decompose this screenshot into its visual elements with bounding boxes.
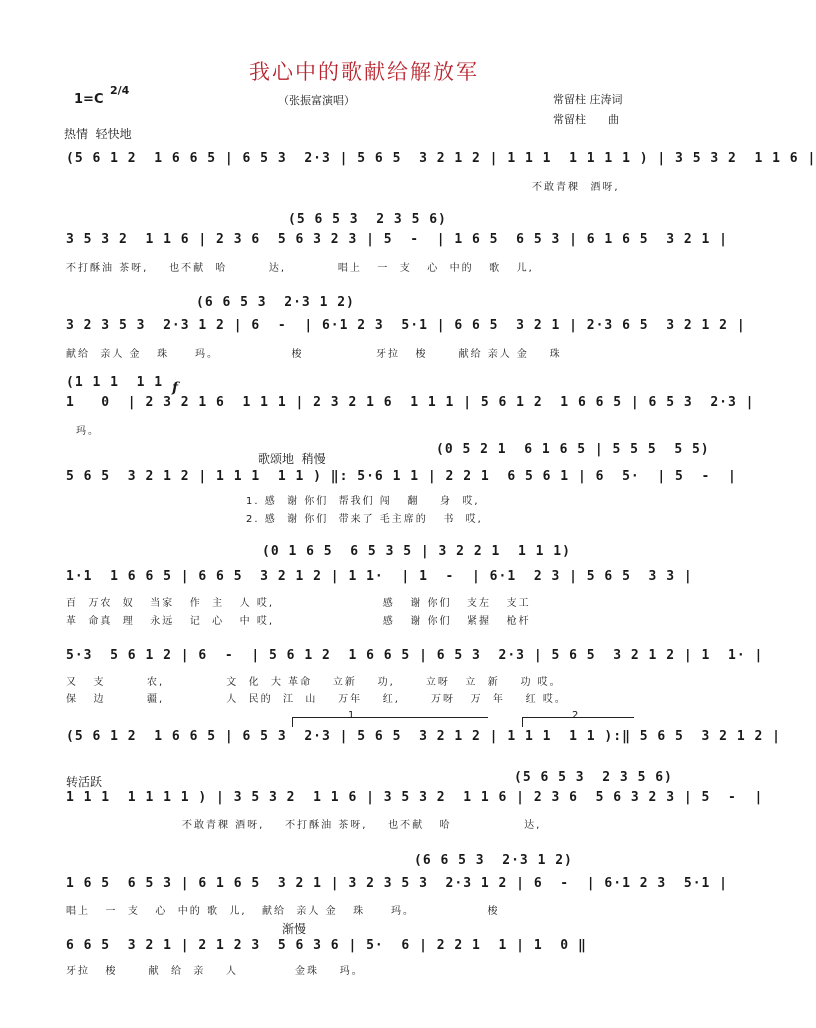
bracket-notes-row-4: (1 1 1 1 1 bbox=[66, 375, 164, 390]
lyric-row-5-verse-2: 2. 感 谢 你们 带来了 毛主席的 书 哎, bbox=[246, 514, 483, 525]
notation-row-8: (5 6 1 2 1 6 6 5 | 6 5 3 2·3 | 5 6 5 3 2 1 2 | 1 1 1 1 1 ):‖ 5 6 5 3 2 1 2 | bbox=[66, 729, 781, 744]
composer-credit: 常留柱 曲 bbox=[553, 113, 619, 126]
section-marking-row-9: 转活跃 bbox=[66, 775, 103, 789]
lyric-row-6-verse-2: 革 命真 理 永远 记 心 中 哎, 感 谢 你们 紧握 枪杆 bbox=[66, 616, 531, 627]
bracket-notes-row-5: (0 5 2 1 6 1 6 5 | 5 5 5 5 5) bbox=[436, 442, 710, 457]
volta-1-bracket bbox=[292, 717, 488, 718]
lyric-row-7-verse-2: 保 边 疆, 人 民的 江 山 万年 红, 万呀 万 年 红 哎。 bbox=[66, 694, 567, 705]
tempo-marking: 热情 轻快地 bbox=[64, 127, 132, 141]
lyric-row-1: 不敢青稞 酒呀, bbox=[532, 182, 620, 193]
volta-1-hook bbox=[292, 717, 293, 727]
bracket-notes-row-10: (6 6 5 3 2·3 1 2) bbox=[414, 853, 573, 868]
lyric-row-6-verse-1: 百 万农 奴 当家 作 主 人 哎, 感 谢 你们 支左 支工 bbox=[66, 598, 531, 609]
lyricist-credit: 常留柱 庄涛词 bbox=[553, 93, 623, 106]
song-title: 我心中的歌献给解放军 bbox=[249, 60, 479, 84]
lyric-row-9: 不敢青稞 酒呀, 不打酥油 茶呀, 也不献 哈 达, bbox=[182, 820, 542, 831]
notation-row-5: 5 6 5 3 2 1 2 | 1 1 1 1 1 ) ‖: 5·6 1 1 | 2 2 1 6 5 6 1 | 6 5· | 5 - | bbox=[66, 469, 737, 484]
section-marking-row-11: 渐慢 bbox=[282, 922, 307, 936]
notation-row-10: 1 6 5 6 5 3 | 6 1 6 5 3 2 1 | 3 2 3 5 3 2·3 1 2 | 6 - | 6·1 2 3 5·1 | bbox=[66, 876, 728, 891]
notation-row-6: 1·1 1 6 6 5 | 6 6 5 3 2 1 2 | 1 1· | 1 - | 6·1 2 3 | 5 6 5 3 3 | bbox=[66, 569, 693, 584]
singer-credit: （张振富演唱） bbox=[278, 94, 355, 107]
lyric-row-3: 献给 亲人 金 珠 玛。 梭 牙拉 梭 献给 亲人 金 珠 bbox=[66, 349, 562, 360]
lyric-row-7-verse-1: 又 支 农, 文 化 大 革命 立新 功, 立呀 立 新 功 哎。 bbox=[66, 677, 562, 688]
bracket-notes-row-3: (6 6 5 3 2·3 1 2) bbox=[196, 295, 355, 310]
lyric-row-11: 牙拉 梭 献 给 亲 人 金珠 玛。 bbox=[66, 966, 364, 977]
lyric-row-2: 不打酥油 茶呀, 也不献 哈 达, 唱上 一 支 心 中的 歌 儿, bbox=[66, 263, 534, 274]
volta-2-hook bbox=[522, 717, 523, 727]
notation-row-1: (5 6 1 2 1 6 6 5 | 6 5 3 2·3 | 5 6 5 3 2 1 2 | 1 1 1 1 1 1 1 ) | 3 5 3 2 1 1 6 | bbox=[66, 151, 816, 166]
bracket-notes-row-9: (5 6 5 3 2 3 5 6) bbox=[514, 770, 673, 785]
notation-row-11: 6 6 5 3 2 1 | 2 1 2 3 5 6 3 6 | 5· 6 | 2 2 1 1 | 1 0 ‖ bbox=[66, 938, 587, 953]
notation-row-2: 3 5 3 2 1 1 6 | 2 3 6 5 6 3 2 3 | 5 - | 1 6 5 6 5 3 | 6 1 6 5 3 2 1 | bbox=[66, 232, 728, 247]
section-marking-row-5: 歌颂地 稍慢 bbox=[258, 452, 326, 466]
notation-row-4: 1 0 | 2 3 2 1 6 1 1 1 | 2 3 2 1 6 1 1 1 | 5 6 1 2 1 6 6 5 | 6 5 3 2·3 | bbox=[66, 395, 755, 410]
key-signature: 1=C bbox=[74, 92, 104, 107]
dynamic-forte: f bbox=[172, 380, 179, 396]
lyric-row-4: 玛。 bbox=[76, 426, 100, 437]
volta-1-number: 1 bbox=[348, 710, 356, 721]
bracket-notes-row-6: (0 1 6 5 6 5 3 5 | 3 2 2 1 1 1 1) bbox=[262, 544, 571, 559]
volta-2-number: 2 bbox=[572, 710, 580, 721]
lyric-row-10: 唱上 一 支 心 中的 歌 儿, 献给 亲人 金 珠 玛。 梭 bbox=[66, 906, 500, 917]
notation-row-7: 5·3 5 6 1 2 | 6 - | 5 6 1 2 1 6 6 5 | 6 5 3 2·3 | 5 6 5 3 2 1 2 | 1 1· | bbox=[66, 648, 764, 663]
lyric-row-5-verse-1: 1. 感 谢 你们 帮我们 闯 翻 身 哎, bbox=[246, 496, 480, 507]
notation-row-3: 3 2 3 5 3 2·3 1 2 | 6 - | 6·1 2 3 5·1 | 6 6 5 3 2 1 | 2·3 6 5 3 2 1 2 | bbox=[66, 318, 746, 333]
notation-row-9: 1 1 1 1 1 1 1 ) | 3 5 3 2 1 1 6 | 3 5 3 2 1 1 6 | 2 3 6 5 6 3 2 3 | 5 - | bbox=[66, 790, 764, 805]
bracket-notes-row-2: (5 6 5 3 2 3 5 6) bbox=[288, 212, 447, 227]
time-signature: 2/4 bbox=[110, 84, 130, 97]
